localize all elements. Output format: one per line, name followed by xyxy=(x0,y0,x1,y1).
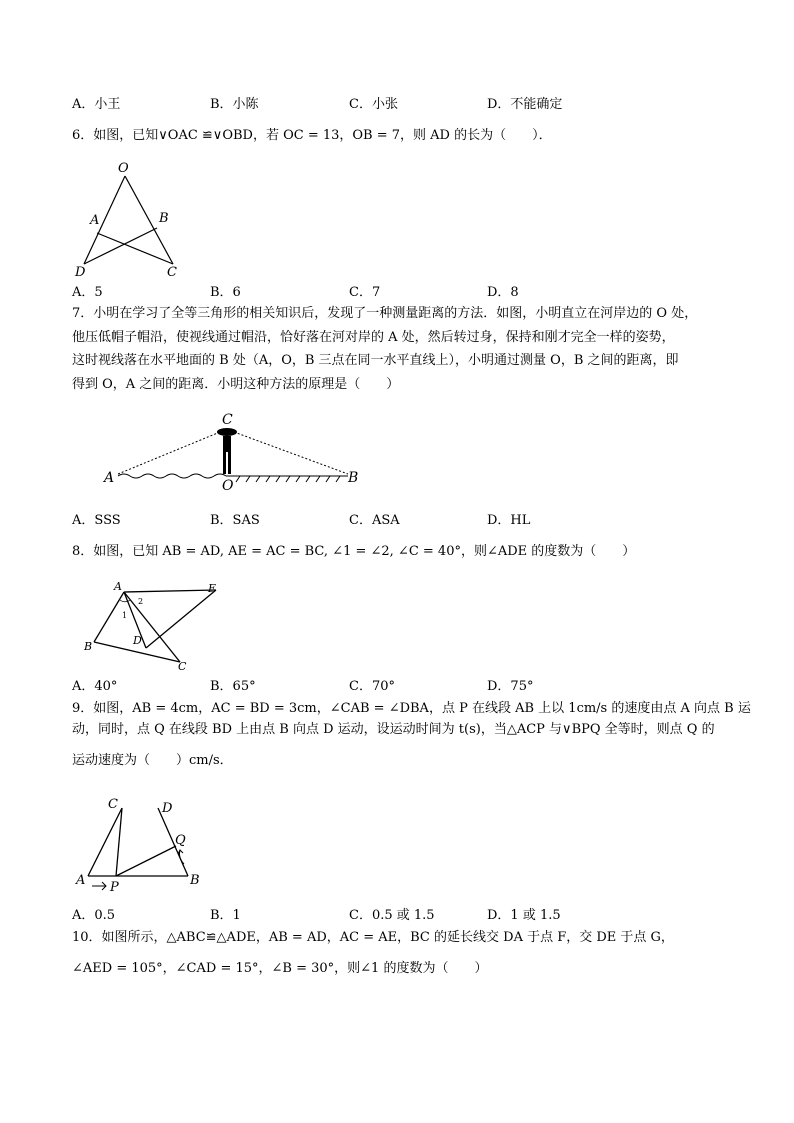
q7-label-c: C xyxy=(222,412,233,428)
q6-option-b: B．6 xyxy=(210,285,241,300)
q7-line-4: 得到 O，A 之间的距离．小明这种方法的原理是（ ） xyxy=(72,377,400,392)
q8-option-d: D．75° xyxy=(487,679,534,694)
q6-label-c: C xyxy=(167,265,177,280)
q10-line-1: 10．如图所示，△ABC≌△ADE，AB = AD，AC = AE，BC 的延长线交 DA 于点 F，交 DE 于点 G， xyxy=(72,930,674,945)
q7-option-b: B．SAS xyxy=(210,513,260,528)
q9-option-a: A．0.5 xyxy=(72,908,116,923)
q7-line-1: 7．小明在学习了全等三角形的相关知识后，发现了一种测量距离的方法．如图，小明直立在河岸边的 O 处， xyxy=(72,306,698,321)
q5-option-b: B．小陈 xyxy=(210,97,259,112)
q7-label-b: B xyxy=(348,470,359,486)
q8-label-d: D xyxy=(133,634,142,647)
q8-text: 8．如图，已知 AB = AD, AE = AC = BC, ∠1 = ∠2, ∠C = 40°，则∠ADE 的度数为（ ） xyxy=(72,544,636,559)
q6-label-a: A xyxy=(90,213,100,228)
q6-label-o: O xyxy=(118,161,129,176)
q9-label-a: A xyxy=(76,873,86,888)
q7-figure xyxy=(100,408,370,492)
q9-figure xyxy=(70,794,210,896)
q7-option-a: A．SSS xyxy=(72,513,121,528)
q9-label-q: Q xyxy=(175,833,186,848)
q8-label-1: 1 xyxy=(122,611,128,620)
q8-option-a: A．40° xyxy=(72,679,118,694)
q9-option-c: C．0.5 或 1.5 xyxy=(349,908,435,923)
q6-option-c: C．7 xyxy=(349,285,381,300)
q9-label-c: C xyxy=(108,797,118,812)
q8-label-c: C xyxy=(178,660,187,673)
q9-option-d: D．1 或 1.5 xyxy=(487,908,561,923)
q8-label-b: B xyxy=(84,640,93,653)
q8-option-c: C．70° xyxy=(349,679,395,694)
q7-label-o: O xyxy=(222,478,234,492)
q5-option-c: C．小张 xyxy=(349,97,398,112)
q6-label-b: B xyxy=(159,211,169,226)
q9-line-3: 运动速度为（ ）cm/s． xyxy=(72,753,233,768)
q7-line-2: 他压低帽子帽沿，使视线通过帽沿，恰好落在河对岸的 A 处，然后转过身，保持和刚才完全一样的姿势， xyxy=(72,330,675,345)
q9-line-1: 9．如图，AB = 4cm，AC = BD = 3cm，∠CAB = ∠DBA，点 P 在线段 AB 上以 1cm/s 的速度由点 A 向点 B 运 xyxy=(72,701,751,716)
q9-label-d: D xyxy=(162,801,173,816)
q6-figure xyxy=(70,158,190,282)
q7-label-a: A xyxy=(104,470,115,486)
q5-option-a: A．小王 xyxy=(72,97,121,112)
q10-line-2: ∠AED = 105°，∠CAD = 15°，∠B = 30°，则∠1 的度数为（ ） xyxy=(72,961,488,976)
q8-label-e: E xyxy=(208,582,217,595)
q7-option-d: D．HL xyxy=(487,513,531,528)
q9-option-b: B．1 xyxy=(210,908,241,923)
q6-text: 6．如图，已知∨OAC ≌∨OBD，若 OC = 13，OB = 7，则 AD 的长为（ ）． xyxy=(72,128,552,143)
q9-label-p: P xyxy=(110,880,119,895)
q8-option-b: B．65° xyxy=(210,679,256,694)
q8-label-a: A xyxy=(114,580,122,593)
q6-label-d: D xyxy=(75,265,86,280)
q7-option-c: C．ASA xyxy=(349,513,400,528)
q6-option-d: D．8 xyxy=(487,285,519,300)
q6-option-a: A．5 xyxy=(72,285,103,300)
q8-figure xyxy=(76,578,236,674)
q5-option-d: D．不能确定 xyxy=(487,97,563,112)
q9-line-2: 动，同时，点 Q 在线段 BD 上由点 B 向点 D 运动，设运动时间为 t(s)，当△ACP 与∨BPQ 全等时，则点 Q 的 xyxy=(72,722,715,737)
q7-line-3: 这时视线落在水平地面的 B 处（A，O，B 三点在同一水平直线上），小明通过测量 O，B 之间的距离，即 xyxy=(72,353,679,368)
q9-label-b: B xyxy=(190,873,200,888)
q8-label-2: 2 xyxy=(138,597,144,606)
